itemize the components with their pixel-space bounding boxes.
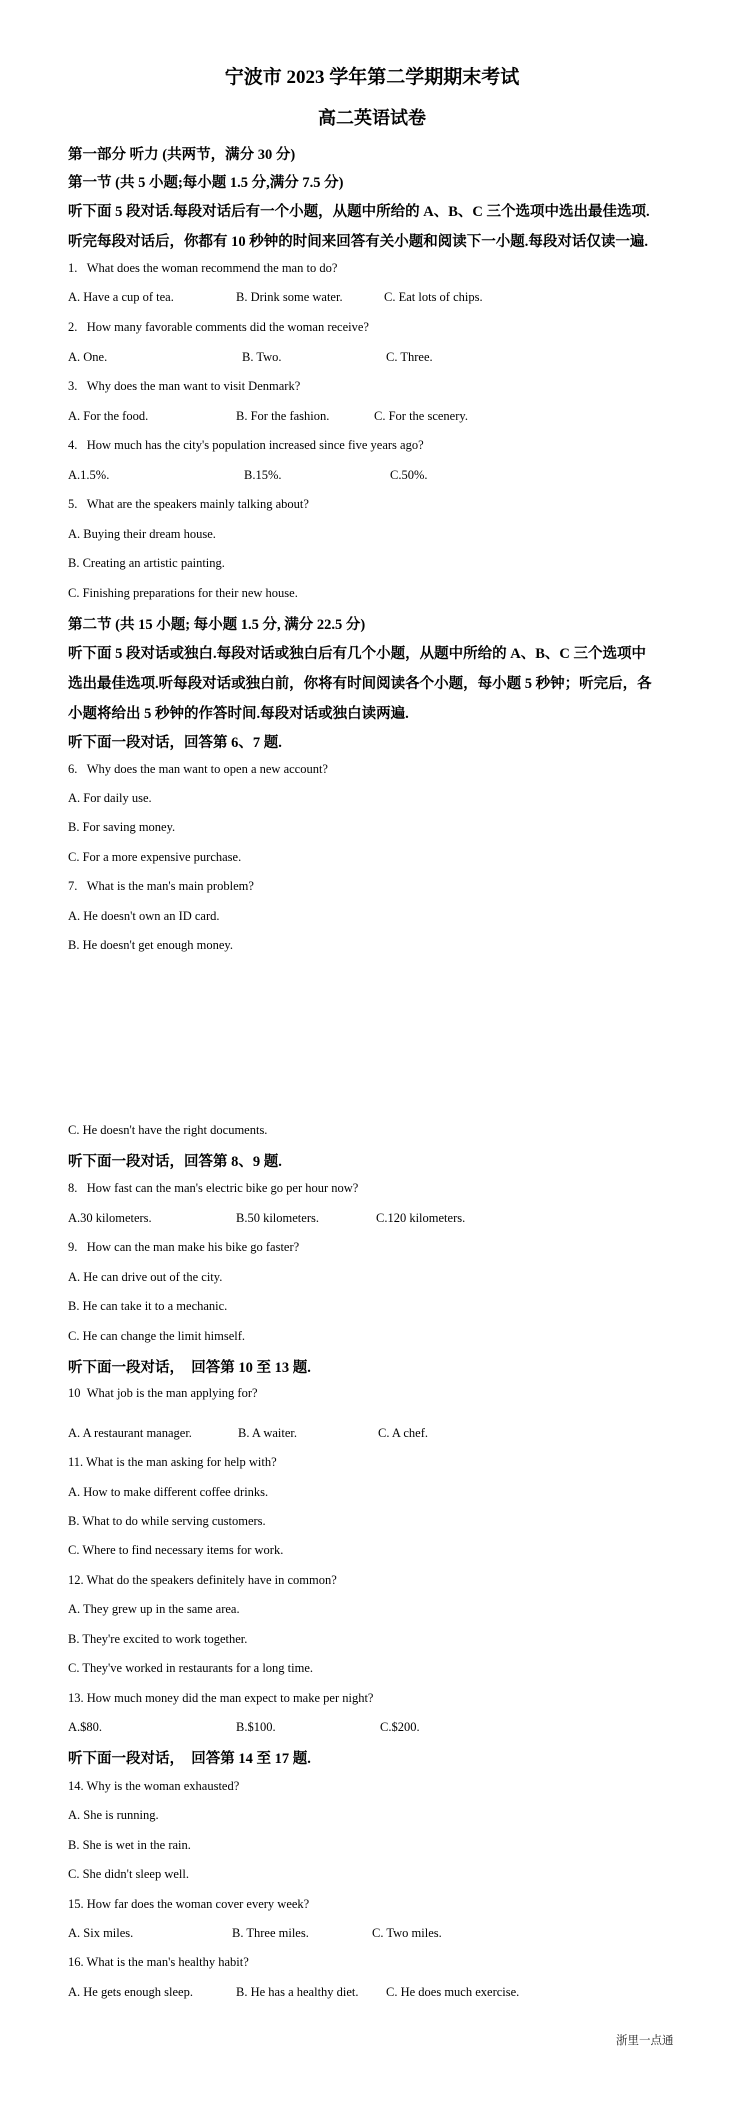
question-12: 12. What do the speakers definitely have in common? [68,1573,337,1587]
q6-option-b: B. For saving money. [68,820,176,834]
group-heading-14-17: 听下面一段对话， 回答第 14 至 17 题. [68,1751,311,1767]
q1-option-a: A. Have a cup of tea. [68,290,174,304]
question-15: 15. How far does the woman cover every week? [68,1897,310,1911]
question-6: 6. Why does the man want to open a new account? [68,762,328,776]
q9-option-a: A. He can drive out of the city. [68,1270,223,1284]
q15-option-a: A. Six miles. [68,1926,134,1940]
q2-option-c: C. Three. [386,350,433,364]
section1-instruction-line2: 听完每段对话后，你都有 10 秒钟的时间来回答有关小题和阅读下一小题.每段对话仅读一遍. [68,234,648,250]
q7-option-c: C. He doesn't have the right documents. [68,1123,268,1137]
q4-option-c: C.50%. [390,468,428,482]
q13-option-b: B.$100. [236,1720,276,1734]
q9-option-b: B. He can take it to a mechanic. [68,1299,228,1313]
question-13: 13. How much money did the man expect to make per night? [68,1691,374,1705]
q16-option-b: B. He has a healthy diet. [236,1985,359,1999]
q4-option-b: B.15%. [244,468,282,482]
q11-option-a: A. How to make different coffee drinks. [68,1485,269,1499]
section2-instruction-line1: 听下面 5 段对话或独白.每段对话或独白后有几个小题，从题中所给的 A、B、C 三个选项中 [68,646,646,662]
q14-option-b: B. She is wet in the rain. [68,1838,191,1852]
question-9: 9. How can the man make his bike go faster? [68,1240,300,1254]
q15-option-c: C. Two miles. [372,1926,442,1940]
q8-option-c: C.120 kilometers. [376,1211,466,1225]
q2-option-a: A. One. [68,350,108,364]
q10-option-b: B. A waiter. [238,1426,298,1440]
q1-option-b: B. Drink some water. [236,290,343,304]
question-11: 11. What is the man asking for help with? [68,1455,277,1469]
q4-option-a: A.1.5%. [68,468,110,482]
footer-watermark: 浙里一点通 [616,2033,674,2047]
section2-instruction-line2: 选出最佳选项.听每段对话或独白前，你将有时间阅读各个小题，每小题 5 秒钟；听完后，各 [68,676,652,692]
q5-option-a: A. Buying their dream house. [68,527,216,541]
question-7: 7. What is the man's main problem? [68,879,254,893]
q3-option-b: B. For the fashion. [236,409,330,423]
question-8: 8. How fast can the man's electric bike go per hour now? [68,1181,359,1195]
part1-heading: 第一部分 听力 (共两节，满分 30 分) [68,147,296,163]
q14-option-a: A. She is running. [68,1808,159,1822]
q5-option-b: B. Creating an artistic painting. [68,556,225,570]
question-16: 16. What is the man's healthy habit? [68,1955,249,1969]
group-heading-6-7: 听下面一段对话，回答第 6、7 题. [68,735,282,751]
q9-option-c: C. He can change the limit himself. [68,1329,246,1343]
q1-option-c: C. Eat lots of chips. [384,290,483,304]
question-14: 14. Why is the woman exhausted? [68,1779,240,1793]
q6-option-a: A. For daily use. [68,791,152,805]
q6-option-c: C. For a more expensive purchase. [68,850,242,864]
q3-option-c: C. For the scenery. [374,409,468,423]
q12-option-c: C. They've worked in restaurants for a long time. [68,1661,314,1675]
q7-option-a: A. He doesn't own an ID card. [68,909,220,923]
q16-option-c: C. He does much exercise. [386,1985,520,1999]
q15-option-b: B. Three miles. [232,1926,309,1940]
q8-option-a: A.30 kilometers. [68,1211,152,1225]
section1-heading: 第一节 (共 5 小题;每小题 1.5 分,满分 7.5 分) [68,175,344,191]
question-10: 10 What job is the man applying for? [68,1386,258,1400]
q8-option-b: B.50 kilometers. [236,1211,319,1225]
q10-option-a: A. A restaurant manager. [68,1426,192,1440]
q11-option-c: C. Where to find necessary items for work. [68,1543,284,1557]
question-2: 2. How many favorable comments did the woman receive? [68,320,369,334]
section2-heading: 第二节 (共 15 小题; 每小题 1.5 分, 满分 22.5 分) [68,617,366,633]
q5-option-c: C. Finishing preparations for their new house. [68,586,298,600]
question-5: 5. What are the speakers mainly talking about? [68,497,309,511]
q2-option-b: B. Two. [242,350,282,364]
question-3: 3. Why does the man want to visit Denmark? [68,379,301,393]
question-4: 4. How much has the city's population increased since five years ago? [68,438,424,452]
section2-instruction-line3: 小题将给出 5 秒钟的作答时间.每段对话或独白读两遍. [68,706,409,722]
section1-instruction-line1: 听下面 5 段对话.每段对话后有一个小题，从题中所给的 A、B、C 三个选项中选出最佳选项. [68,204,650,220]
q13-option-c: C.$200. [380,1720,420,1734]
q13-option-a: A.$80. [68,1720,103,1734]
group-heading-8-9: 听下面一段对话，回答第 8、9 题. [68,1154,282,1170]
q12-option-b: B. They're excited to work together. [68,1632,248,1646]
q3-option-a: A. For the food. [68,409,149,423]
q10-option-c: C. A chef. [378,1426,428,1440]
q12-option-a: A. They grew up in the same area. [68,1602,240,1616]
exam-subtitle: 高二英语试卷 [318,108,426,128]
question-1: 1. What does the woman recommend the man to do? [68,261,338,275]
q11-option-b: B. What to do while serving customers. [68,1514,266,1528]
group-heading-10-13: 听下面一段对话， 回答第 10 至 13 题. [68,1360,311,1376]
exam-title: 宁波市 2023 学年第二学期期末考试 [224,67,520,88]
q16-option-a: A. He gets enough sleep. [68,1985,193,1999]
q14-option-c: C. She didn't sleep well. [68,1867,189,1881]
q7-option-b: B. He doesn't get enough money. [68,938,233,952]
